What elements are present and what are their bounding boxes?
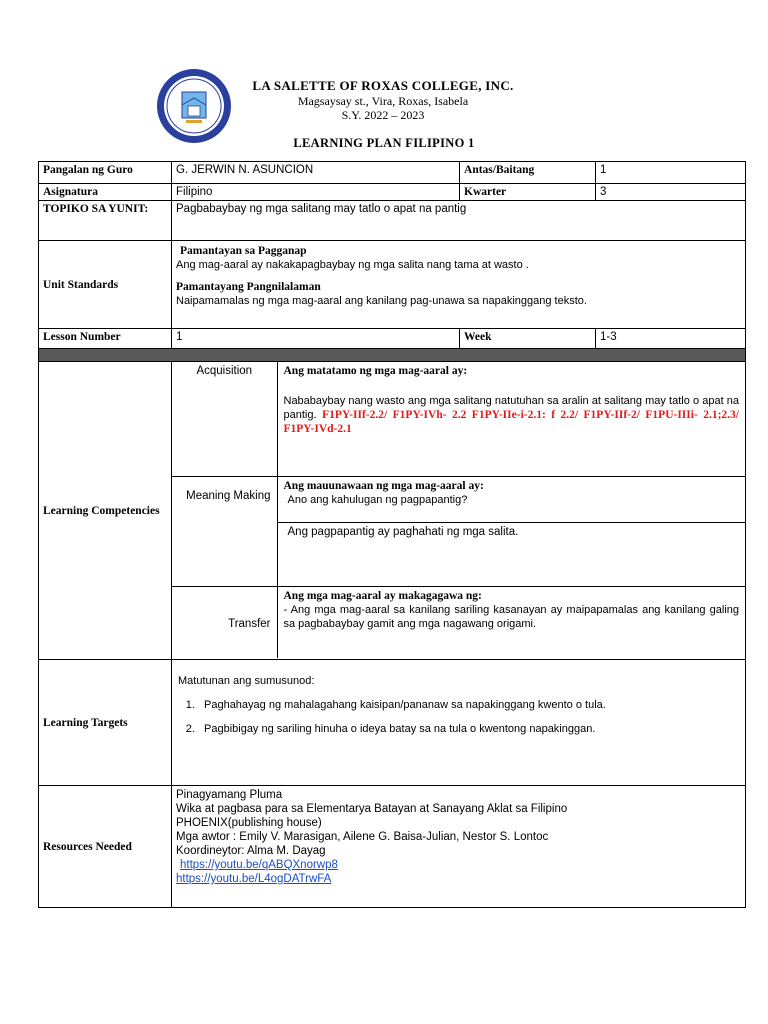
transfer-label: Transfer (172, 586, 277, 658)
targets-label: Learning Targets (39, 660, 172, 786)
lesson-row (39, 329, 746, 349)
resource-line-5: Koordineytor: Alma M. Dayag (176, 845, 326, 857)
meaning-row (172, 476, 745, 522)
quarter-value: 3 (596, 184, 746, 201)
subject-row (39, 184, 746, 201)
week-value: 1-3 (596, 329, 746, 349)
acquisition-row (172, 362, 745, 476)
teacher-row (39, 162, 746, 184)
learning-plan-table (38, 161, 746, 908)
transfer-text: - Ang mga mag-aaral sa kanilang sariling kasanayan ay maipapamalas ang kanilang galing sa pagbabaybay gamit ang mga nagawang origami. (283, 603, 740, 630)
competencies-subtable (172, 362, 745, 658)
performance-text: Ang mag-aaral ay nakakapagbaybay ng mga salita nang tama at wasto . (176, 259, 529, 271)
resource-line-2: Wika at pagbasa para sa Elementarya Batayan at Sanayang Aklat sa Filipino (176, 803, 568, 815)
resource-line-1: Pinagyamang Pluma (176, 789, 283, 801)
transfer-row (172, 586, 745, 658)
school-year: S.Y. 2022 – 2023 (341, 108, 425, 122)
target-item-1: 1. Paghahayag ng mahalagahang kaisipan/pananaw sa napakinggang kwento o tula. (198, 698, 739, 712)
content-text: Naipamamalas ng mga mag-aaral ang kanilang pag-unawa sa napakinggang teksto. (176, 295, 587, 307)
school-address: Magsaysay st., Vira, Roxas, Isabela (297, 94, 469, 108)
competencies-row (39, 362, 746, 660)
teacher-label: Pangalan ng Guro (39, 162, 172, 184)
week-label: Week (460, 329, 596, 349)
targets-list (178, 698, 739, 736)
topic-value: Pagbabaybay ng mga salitang may tatlo o apat na pantig (172, 201, 746, 241)
resource-link-2[interactable]: https://youtu.be/L4ogDATrwFA (176, 873, 332, 885)
subject-value: Filipino (172, 184, 460, 201)
school-logo (156, 68, 232, 144)
targets-intro: Matutunan ang sumusunod: (178, 675, 315, 687)
school-header (248, 78, 518, 122)
acquisition-heading: Ang matatamo ng mga mag-aaral ay: (283, 365, 468, 377)
acquisition-codes: F1PY-IIf-2.2/ F1PY-IVh- 2.2 F1PY-IIe-i-2.1: f 2.2/ F1PY-IIf-2/ F1PU-IIIi- 2.1;2.3/ F1PY-IVd-2.1 (283, 409, 739, 435)
teacher-value: G. JERWIN N. ASUNCION (172, 162, 460, 184)
resources-label: Resources Needed (39, 786, 172, 908)
separator-row (39, 349, 746, 362)
quarter-label: Kwarter (460, 184, 596, 201)
resource-link-1[interactable]: https://youtu.be/qABQXnorwp8 (180, 859, 338, 871)
lesson-value: 1 (172, 329, 460, 349)
unit-standards-label: Unit Standards (39, 241, 172, 329)
resources-row (39, 786, 746, 908)
resource-line-3: PHOENIX(publishing house) (176, 817, 322, 829)
competencies-label: Learning Competencies (39, 362, 172, 660)
subject-label: Asignatura (39, 184, 172, 201)
lesson-label: Lesson Number (39, 329, 172, 349)
performance-heading: Pamantayan sa Pagganap (180, 245, 307, 257)
resource-line-4: Mga awtor : Emily V. Marasigan, Ailene G. Baisa-Julian, Nestor S. Lontoc (176, 831, 549, 843)
meaning-label: Meaning Making (172, 476, 277, 586)
content-heading: Pamantayang Pangnilalaman (176, 281, 321, 293)
meaning-heading: Ang mauunawaan ng mga mag-aaral ay: (283, 479, 484, 492)
acquisition-text: Nababaybay nang wasto ang mga salitang natutuhan sa aralin at salitang may tatlo o apat na pantig. (283, 395, 740, 421)
target-item-2: 2. Pagbibigay ng sariling hinuha o ideya batay sa na tula o kwentong napakinggan. (198, 722, 739, 736)
school-name: LA SALETTE OF ROXAS COLLEGE, INC. (252, 78, 514, 93)
acquisition-label: Acquisition (172, 362, 277, 476)
plan-title: LEARNING PLAN FILIPINO 1 (293, 136, 475, 150)
targets-row (39, 660, 746, 786)
transfer-heading: Ang mga mag-aaral ay makagagawa ng: (283, 589, 482, 602)
meaning-question: Ano ang kahulugan ng pagpapantig? (287, 493, 468, 506)
unit-standards-row (39, 241, 746, 329)
topic-label: TOPIKO SA YUNIT: (39, 201, 172, 241)
grade-value: 1 (596, 162, 746, 184)
meaning-answer: Ang pagpapantig ay paghahati ng mga salita. (277, 522, 745, 586)
separator-bar (39, 349, 746, 362)
grade-label: Antas/Baitang (460, 162, 596, 184)
topic-row (39, 201, 746, 241)
